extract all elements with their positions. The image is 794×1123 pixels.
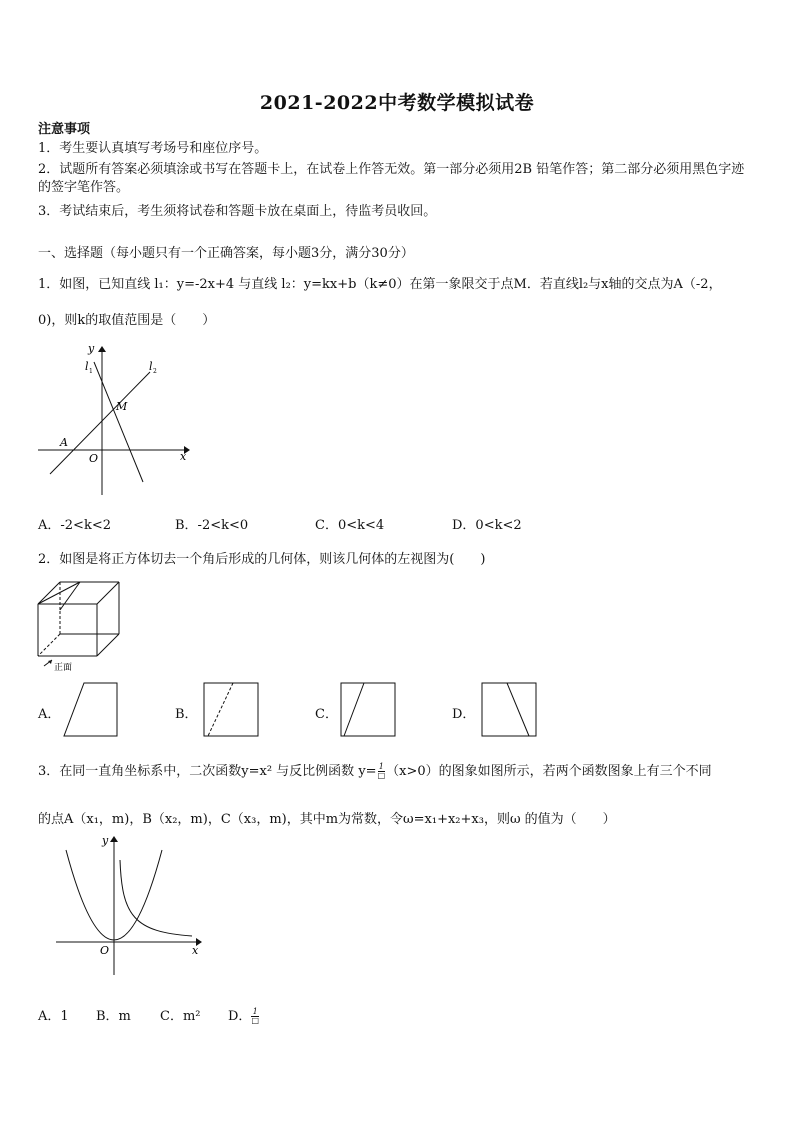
notice-heading: 注意事项 (38, 122, 91, 137)
q2-option-b[interactable]: B． (175, 707, 198, 722)
q1-figure (36, 340, 196, 500)
notice-item-3: 3．考试结束后，考生须将试卷和答题卡放在桌面上，待监考员收回。 (38, 204, 437, 219)
q3-option-d-den: □ (251, 1016, 259, 1025)
q1-y-arrow (98, 346, 106, 352)
q2-option-d-figure[interactable] (481, 682, 539, 738)
q2-text: 2．如图是将正方体切去一个角后形成的几何体，则该几何体的左视图为( ) (38, 552, 486, 567)
q2-cube-figure (34, 578, 130, 676)
q2-option-d[interactable]: D． (452, 707, 476, 722)
q1-label-l2: l (149, 360, 153, 373)
q3-option-c[interactable]: C．m² (160, 1009, 201, 1024)
q2-front-label: 正面 (54, 663, 73, 673)
q3-label-x: x (192, 944, 199, 957)
q3-text-line1 (38, 763, 756, 781)
q3-option-b[interactable]: B．m (96, 1009, 131, 1024)
q3-fraction (378, 763, 386, 780)
q1-text-line2: 0)，则k的取值范围是（ ） (38, 313, 216, 328)
q1-option-c[interactable]: C．0<k<4 (315, 518, 385, 533)
q3-text-line1-b: （x>0）的图象如图所示，若两个函数图象上有三个不同 (386, 764, 712, 779)
q3-text-line2: 的点A（x₁，m)，B（x₂，m)，C（x₃，m)，其中m为常数，令ω=x₁+x₂+x₃，则ω 的值为（ ） (38, 812, 616, 827)
q2-option-c[interactable]: C． (315, 707, 338, 722)
q1-option-d[interactable]: D．0<k<2 (452, 518, 522, 533)
q3-label-y: y (102, 834, 109, 847)
q1-line-l2 (50, 372, 150, 474)
q3-option-d-fraction (251, 1008, 259, 1025)
notice-item-2: 2．试题所有答案必须填涂或书写在答题卡上，在试卷上作答无效。第一部分必须用2B 铅笔作答；第二部分必须用黑色字迹的签字笔作答。 (38, 162, 745, 195)
q1-label-y: y (88, 342, 95, 355)
q2-option-c-figure[interactable] (340, 682, 398, 738)
q3-label-o: O (100, 944, 110, 957)
q3-figure (50, 832, 210, 980)
q3-option-a[interactable]: A．1 (38, 1009, 69, 1024)
q1-option-b[interactable]: B．-2<k<0 (175, 518, 249, 533)
q1-label-o: O (89, 452, 99, 465)
q2-option-a[interactable]: A． (38, 707, 61, 722)
q3-y-arrow (110, 836, 118, 842)
q2-option-b-figure[interactable] (203, 682, 261, 738)
q1-label-l1: l (85, 360, 89, 373)
q1-option-a[interactable]: A．-2<k<2 (38, 518, 111, 533)
q3-option-d[interactable] (228, 1005, 259, 1025)
page-title: 2021-2022中考数学模拟试卷 (259, 92, 535, 114)
section-heading: 一、选择题（每小题只有一个正确答案，每小题3分，满分30分） (38, 246, 414, 261)
q3-option-d-label: D． (228, 1009, 252, 1024)
q1-label-l1-sub: 1 (89, 368, 93, 375)
q3-option-d-num: 1 (252, 1007, 258, 1016)
q3-fraction-num: 1 (378, 762, 384, 771)
q1-label-a: A (60, 436, 68, 449)
q1-label-x: x (180, 450, 187, 463)
q2-option-a-figure[interactable] (62, 682, 120, 738)
q1-text-line1: 1．如图，已知直线 l₁：y=-2x+4 与直线 l₂：y=kx+b（k≠0）在第一象限交于点M．若直线l₂与x轴的交点为A（-2， (38, 277, 722, 292)
q3-fraction-den: □ (377, 771, 386, 780)
q1-label-m: M (116, 400, 128, 413)
q3-text-line1-a: 3．在同一直角坐标系中，二次函数y=x² 与反比例函数 y= (38, 764, 377, 779)
q1-label-l2-sub: 2 (153, 368, 157, 375)
notice-item-1: 1．考生要认真填写考场号和座位序号。 (38, 141, 268, 156)
